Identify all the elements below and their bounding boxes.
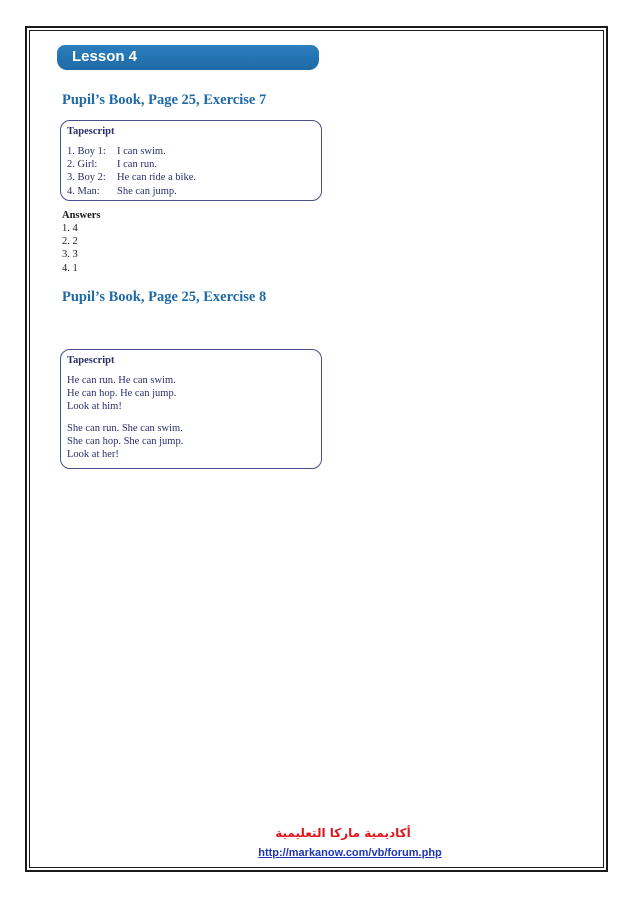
tapescript-line: Look at him!	[67, 401, 122, 413]
tapescript-line: He can hop. He can jump.	[67, 388, 177, 400]
tapescript-line: Look at her!	[67, 449, 119, 461]
tapescript-box-exercise-7	[60, 120, 322, 201]
answer-item: 4. 1	[62, 262, 78, 274]
tapescript-line: She can run. She can swim.	[67, 422, 183, 434]
answer-item: 3. 3	[62, 249, 78, 261]
answer-item: 1. 4	[62, 223, 78, 234]
tapescript-line: She can hop. She can jump.	[67, 435, 184, 447]
tapescript-line: He can run. He can swim.	[67, 375, 176, 386]
exercise-8-heading: Pupil’s Book, Page 25, Exercise 8	[62, 289, 267, 305]
tapescript-box-exercise-8	[60, 349, 322, 469]
tapescript-line: 3. Boy 2: He can ride a bike.	[67, 172, 197, 184]
footer-forum-link[interactable]: http://markanow.com/vb/forum.php	[258, 847, 442, 859]
footer-academy-name: أكاديمية ماركا التعليمية	[275, 826, 411, 840]
tapescript-line: 1. Boy 1: I can swim.	[67, 146, 166, 157]
exercise-7-heading: Pupil’s Book, Page 25, Exercise 7	[62, 92, 267, 108]
answer-item: 2. 2	[62, 236, 78, 248]
answers-section	[62, 209, 101, 275]
tapescript-title: Tapescript	[67, 355, 115, 366]
tapescript-title: Tapescript	[67, 126, 115, 137]
tapescript-line: 4. Man: She can jump.	[67, 185, 177, 197]
lesson-banner: Lesson 4	[57, 45, 319, 70]
answers-title: Answers	[62, 210, 101, 221]
tapescript-line: 2. Girl: I can run.	[67, 159, 157, 171]
